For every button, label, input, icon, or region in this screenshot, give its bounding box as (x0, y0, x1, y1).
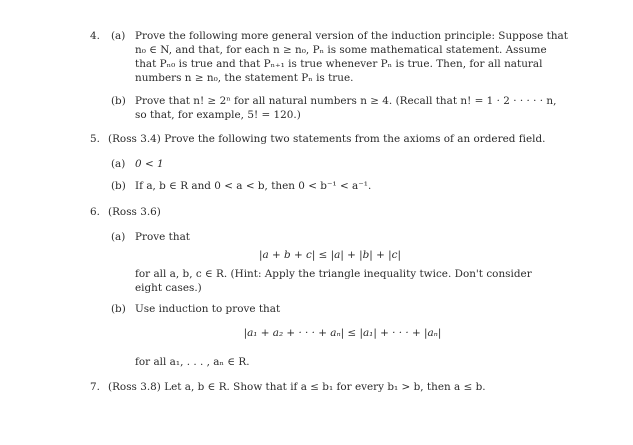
problem-6a-label: (a) (111, 231, 126, 243)
problem-7-number: 7. (90, 381, 100, 393)
problem-4a-line-3: that Pₙ₀ is true and that Pₙ₊₁ is true whenever Pₙ is true. Then, for all natural (135, 58, 543, 70)
problem-6-intro: (Ross 3.6) (108, 206, 161, 218)
problem-6a-after-1: for all a, b, c ∈ R. (Hint: Apply the triangle inequality twice. Don't consider (135, 268, 532, 280)
problem-6a-display-equation: |a + b + c| ≤ |a| + |b| + |c| (259, 249, 401, 261)
problem-4b-line-1: Prove that n! ≥ 2ⁿ for all natural numbers n ≥ 4. (Recall that n! = 1 · 2 · · · · · n, (135, 95, 557, 107)
problem-6b-line-1: Use induction to prove that (135, 303, 281, 315)
problem-6a-line-1: Prove that (135, 231, 190, 243)
problem-5-intro: (Ross 3.4) Prove the following two statements from the axioms of an ordered field. (108, 133, 546, 145)
problem-4a-label: (a) (111, 30, 126, 42)
problem-4a-line-1: Prove the following more general version of the induction principle: Suppose that (135, 30, 568, 42)
problem-4a-line-2: n₀ ∈ N, and that, for each n ≥ n₀, Pₙ is some mathematical statement. Assume (135, 44, 547, 56)
problem-5b-line-1: If a, b ∈ R and 0 < a < b, then 0 < b⁻¹ < a⁻¹. (135, 180, 372, 192)
problem-7-intro: (Ross 3.8) Let a, b ∈ R. Show that if a ≤ b₁ for every b₁ > b, then a ≤ b. (108, 381, 486, 393)
problem-6a-after-2: eight cases.) (135, 282, 202, 294)
problem-6b-display-equation: |a₁ + a₂ + · · · + aₙ| ≤ |a₁| + · · · + |aₙ| (243, 327, 442, 339)
problem-6-number: 6. (90, 206, 100, 218)
problem-5a-line-1: 0 < 1 (135, 158, 164, 170)
problem-5b-label: (b) (111, 180, 126, 192)
problem-6b-after-1: for all a₁, . . . , aₙ ∈ R. (135, 356, 250, 368)
problem-4b-label: (b) (111, 95, 126, 107)
problem-4b-line-2: so that, for example, 5! = 120.) (135, 109, 301, 121)
problem-6b-label: (b) (111, 303, 126, 315)
problem-4-number: 4. (90, 30, 100, 42)
problem-4a-line-4: numbers n ≥ n₀, the statement Pₙ is true. (135, 72, 354, 84)
problem-5a-label: (a) (111, 158, 126, 170)
problem-5-number: 5. (90, 133, 100, 145)
